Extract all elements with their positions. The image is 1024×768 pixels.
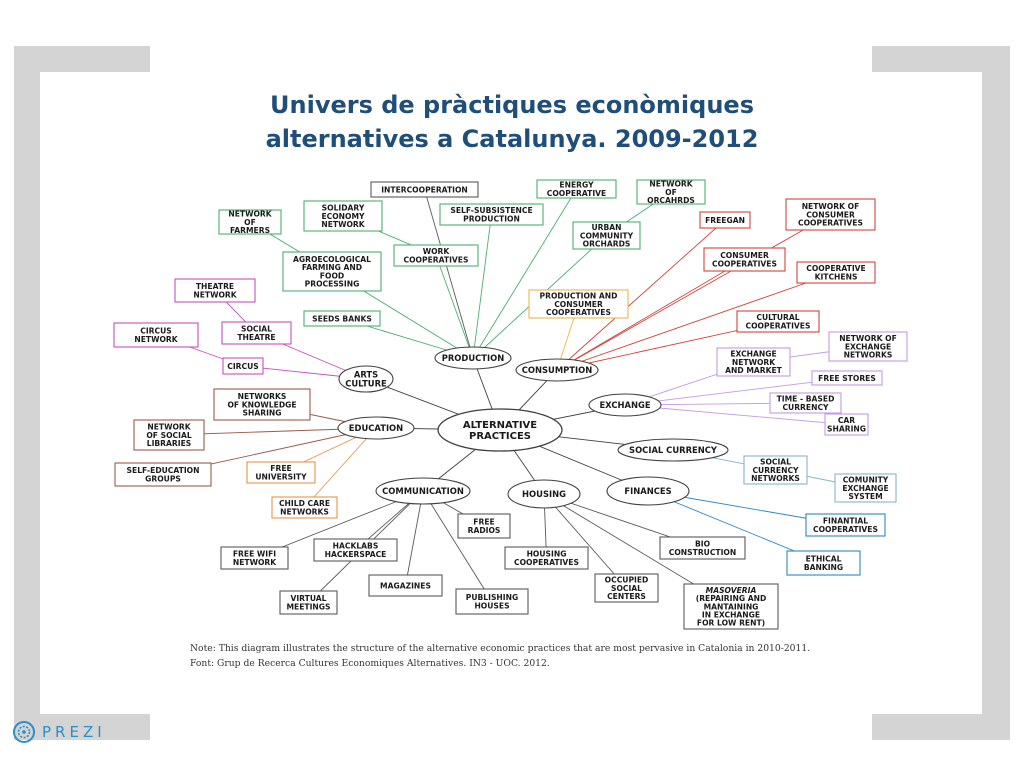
node-label: NETWORKS OF KNOWLEDGE SHARING [227,392,297,418]
leaf-node-agro [283,252,381,291]
node-label: EDUCATION [348,423,404,434]
node-label: NETWORK OF ORCAHRDS [647,179,695,205]
leaf-node-cultural [737,311,819,332]
node-label: CONSUMPTION [521,365,593,376]
prezi-logo [12,718,106,746]
leaf-node-farmers [219,210,281,235]
node-label: NETWORK OF FARMERS [228,209,272,235]
leaf-node-ethical [787,551,860,575]
diagram-nodes [114,180,907,629]
leaf-node-housingcoop [505,547,588,569]
frame-bottom-right-horizontal [872,714,1010,740]
hub-node-production [435,347,511,369]
leaf-node-bio [660,537,745,559]
node-label: INTERCOOPERATION [381,185,468,195]
leaf-node-conscoop [704,248,785,271]
leaf-node-exchangemarket [717,348,790,376]
leaf-node-comunity [835,474,896,502]
node-label: ETHICAL BANKING [803,554,844,572]
title-line-2: alternatives a Catalunya. 2009-2012 [265,125,759,153]
leaf-node-freegan [700,212,750,228]
node-label: HOUSING COOPERATIVES [514,549,579,567]
edge-production-to-selfsub [473,215,492,359]
node-label: TIME - BASED CURRENCY [776,394,835,412]
leaf-node-circusnet [114,323,198,347]
leaf-node-childcare [272,497,337,518]
leaf-node-timebased [770,393,841,413]
node-label: AGROECOLOGICAL FARMING AND FOOD PROCESSING [293,254,371,289]
node-label: MAGAZINES [380,581,431,591]
node-label: HOUSING [522,489,566,500]
node-label: FREE RADIOS [467,517,501,535]
hub-node-education [338,417,414,439]
prezi-logo-text: PREZI [42,723,106,741]
node-label: FREE STORES [818,373,876,383]
node-label: SOCIAL THEATRE [237,324,276,342]
leaf-node-urban [573,222,640,249]
leaf-node-finantial [806,514,885,536]
leaf-node-occupied [595,574,658,602]
note-line-1: Note: This diagram illustrates the structure of the alternative economic practices that are most pervasive in Catalonia in 2010-2011. [190,643,811,654]
node-label: CULTURAL COOPERATIVES [745,313,811,331]
leaf-node-seeds [304,311,380,326]
node-label: MASOVERIA (REPAIRING AND MANTAINING IN EXCHANGE FOR LOW RENT) [695,585,767,628]
node-label: COMUNITY EXCHANGE SYSTEM [842,475,889,501]
node-label: COOPERATIVE KITCHENS [806,264,866,282]
leaf-node-exchnet [829,332,907,361]
note-line-2: Font: Grup de Recerca Cultures Economiques Alternatives. IN3 - UOC. 2012. [190,658,550,669]
node-label: SELF-SUBSISTENCE PRODUCTION [450,206,533,224]
node-label: EXCHANGE NETWORK AND MARKET [725,349,782,375]
node-label: CONSUMER COOPERATIVES [712,251,777,269]
leaf-node-freewifi [221,547,288,569]
node-label: SELF-EDUCATION GROUPS [126,466,200,484]
leaf-node-kitchens [797,262,875,283]
node-label: VIRTUAL MEETINGS [286,594,331,612]
leaf-node-circus [223,358,263,374]
leaf-node-netcons [786,199,875,230]
node-label: ALTERNATIVE PRACTICES [462,420,538,443]
leaf-node-prodcons [529,290,628,318]
node-label: ARTS CULTURE [345,369,387,389]
node-label: CIRCUS NETWORK [134,326,178,344]
leaf-node-freeradios [458,514,510,538]
node-label: PUBLISHING HOUSES [465,593,519,611]
node-label: SOCIAL CURRENCY [629,445,717,456]
node-label: THEATRE NETWORK [193,282,237,300]
leaf-node-socialtheatre [222,322,291,344]
node-label: FINANCES [624,486,672,497]
hub-node-consumption [516,359,598,381]
leaf-node-virtual [280,591,337,614]
node-label: SOLIDARY ECONOMY NETWORK [321,203,365,229]
leaf-node-scnet [744,456,807,484]
leaf-node-selfedu [115,463,211,486]
leaf-node-selfsub [440,204,543,225]
node-label: PRODUCTION [441,353,505,364]
hub-node-finances [607,477,689,505]
hub-node-housing [508,480,580,508]
leaf-node-orcahrds [637,180,705,205]
node-label: CIRCUS [227,361,259,371]
node-label: OCCUPIED SOCIAL CENTERS [604,575,649,601]
center-node-alternative-practices [438,409,562,451]
node-label: FREE WIFI NETWORK [232,549,277,567]
leaf-node-publishing [456,589,528,614]
node-label: FREEGAN [705,215,745,225]
leaf-node-masoveria [684,584,778,629]
hub-node-communication [376,478,470,504]
node-label: ENERGY COOPERATIVE [546,180,607,198]
node-label: BIO CONSTRUCTION [668,539,737,557]
title-line-1: Univers de pràctiques econòmiques [270,91,754,119]
node-label: WORK COOPERATIVES [403,247,469,265]
leaf-node-solidary [304,201,382,231]
hub-node-socialcurrency [618,439,728,461]
leaf-node-intercoop [371,182,478,197]
node-label: EXCHANGE [599,400,651,411]
leaf-node-theatrenet [175,279,255,302]
leaf-node-freeuni [247,462,315,483]
leaf-node-energy [537,180,616,198]
node-label: FREE UNIVERSITY [255,464,307,482]
node-label: HACKLABS HACKERSPACE [324,541,387,559]
node-label: CHILD CARE NETWORKS [278,499,331,517]
node-label: FINANTIAL COOPERATIVES [813,516,878,534]
node-label: URBAN COMMUNITY ORCHARDS [579,223,634,249]
hub-node-arts [339,366,393,392]
edge-production-to-work [436,256,473,359]
node-label: SOCIAL CURRENCY NETWORKS [751,457,800,483]
node-label: NETWORK OF SOCIAL LIBRARIES [146,422,192,448]
node-label: NETWORK OF EXCHANGE NETWORKS [839,334,897,360]
node-label: CAR SHARING [827,416,866,434]
hub-node-exchange [589,394,661,416]
leaf-node-knowledge [214,389,310,420]
prezi-logo-icon [12,720,36,744]
node-label: SEEDS BANKS [312,314,372,324]
leaf-node-work [394,245,478,266]
diagram-note [190,641,810,671]
leaf-node-carsharing [825,414,868,435]
node-label: COMMUNICATION [382,486,464,497]
leaf-node-magazines [369,575,442,596]
node-label: NETWORK OF CONSUMER COOPERATIVES [798,202,863,228]
leaf-node-hacklabs [314,539,397,561]
leaf-node-libraries [134,420,204,450]
leaf-node-freestores [812,371,882,385]
node-label: PRODUCTION AND CONSUMER COOPERATIVES [539,291,618,317]
